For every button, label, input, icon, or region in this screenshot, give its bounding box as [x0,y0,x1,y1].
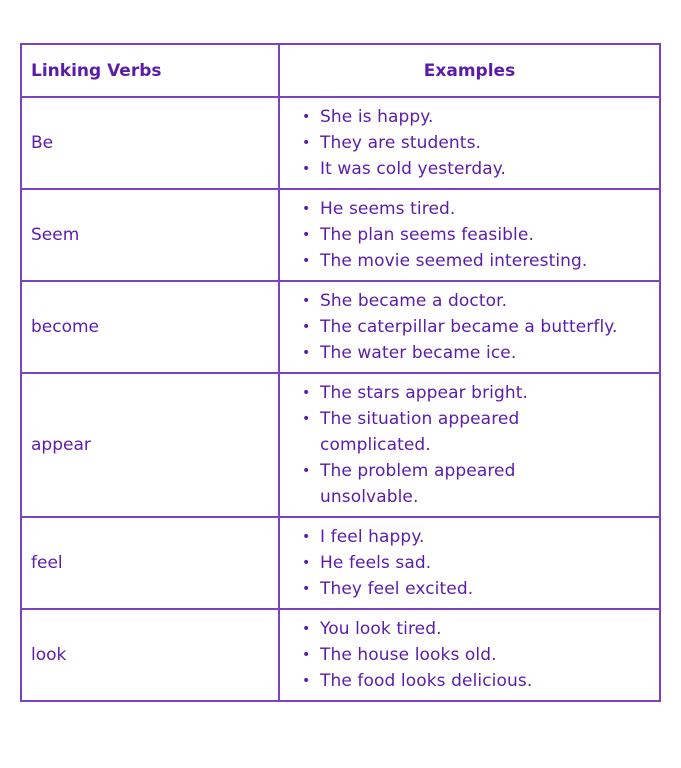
table-row [21,189,660,281]
verb-cell: appear [21,373,279,517]
examples-list [280,196,653,274]
example-item: • The situation appeared complicated. [320,406,593,458]
example-item: • They are students. [320,130,653,156]
header-linking-verbs: Linking Verbs [21,44,279,97]
example-item: • The stars appear bright. [320,380,593,406]
verb-cell: feel [21,517,279,609]
example-item: • The food looks delicious. [320,668,653,694]
example-item: • The problem appeared unsolvable. [320,458,593,510]
table-row [21,517,660,609]
table-row [21,281,660,373]
examples-cell [279,189,660,281]
examples-cell [279,609,660,701]
examples-cell [279,373,660,517]
verb-cell: Seem [21,189,279,281]
linking-verbs-table [20,43,661,702]
example-item: • I feel happy. [320,524,653,550]
verb-cell: Be [21,97,279,189]
table-row [21,609,660,701]
example-item: • She is happy. [320,104,653,130]
example-item: • The water became ice. [320,340,653,366]
examples-list [280,380,653,510]
example-item: • They feel excited. [320,576,653,602]
verb-cell: look [21,609,279,701]
examples-cell [279,97,660,189]
example-item: • The plan seems feasible. [320,222,653,248]
verb-cell: become [21,281,279,373]
examples-list [280,524,653,602]
examples-cell [279,281,660,373]
example-item: • He feels sad. [320,550,653,576]
example-item: • The house looks old. [320,642,653,668]
example-item: • She became a doctor. [320,288,653,314]
example-item: • It was cold yesterday. [320,156,653,182]
examples-list [280,288,653,366]
example-item: • You look tired. [320,616,653,642]
examples-cell [279,517,660,609]
table-row [21,97,660,189]
examples-list [280,616,653,694]
examples-list [280,104,653,182]
example-item: • He seems tired. [320,196,653,222]
header-row [21,44,660,97]
example-item: • The movie seemed interesting. [320,248,653,274]
table-row [21,373,660,517]
example-item: • The caterpillar became a butterfly. [320,314,653,340]
header-examples: Examples [279,44,660,97]
